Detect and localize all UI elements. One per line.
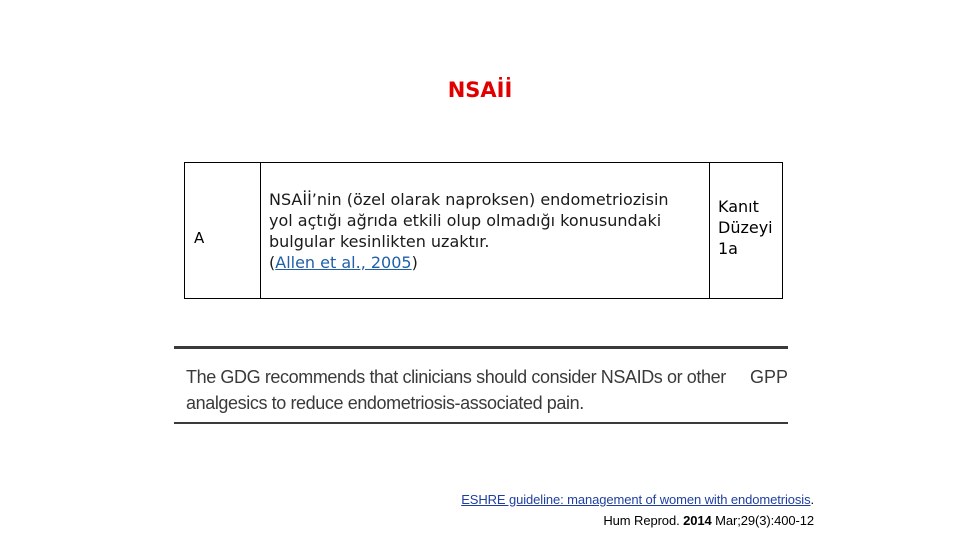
journal-name: Hum Reprod. [603, 513, 680, 528]
recommendation-table [184, 162, 783, 299]
guideline-link-suffix: . [810, 492, 814, 507]
table-row [185, 163, 783, 299]
citation-open: ( [269, 252, 276, 272]
statement-cell [261, 163, 710, 299]
statement-line: NSAİİ’nin (özel olarak naproksen) endometriozisin [269, 189, 669, 209]
source-reference [461, 489, 814, 531]
divider-bottom [174, 422, 788, 424]
statement-line: yol açtığı ağrıda etkili olup olmadığı konusundaki [269, 210, 662, 230]
guideline-link[interactable]: ESHRE guideline: management of women with endometriosis [461, 492, 811, 507]
publication-year: 2014 [683, 513, 712, 528]
grade-cell: A [185, 163, 261, 299]
evidence-level-line: Düzeyi [718, 218, 773, 237]
divider-top [174, 346, 788, 349]
gdg-recommendation-box [174, 346, 788, 424]
slide-title: NSAİİ [447, 78, 513, 102]
citation-close: ) [411, 252, 418, 272]
gdg-recommendation-text: The GDG recommends that clinicians should consider NSAIDs or other analgesics to reduce endometriosis-associated pain. [186, 367, 726, 413]
evidence-level-value: 1a [718, 239, 738, 258]
gdg-grade: GPP [749, 367, 788, 387]
evidence-level-line: Kanıt [718, 197, 759, 216]
citation-link[interactable]: Allen et al., 2005 [275, 252, 412, 272]
statement-line: bulgular kesinlikten uzaktır. [269, 231, 490, 251]
evidence-level-cell [710, 163, 783, 299]
publication-details: Mar;29(3):400-12 [715, 513, 814, 528]
